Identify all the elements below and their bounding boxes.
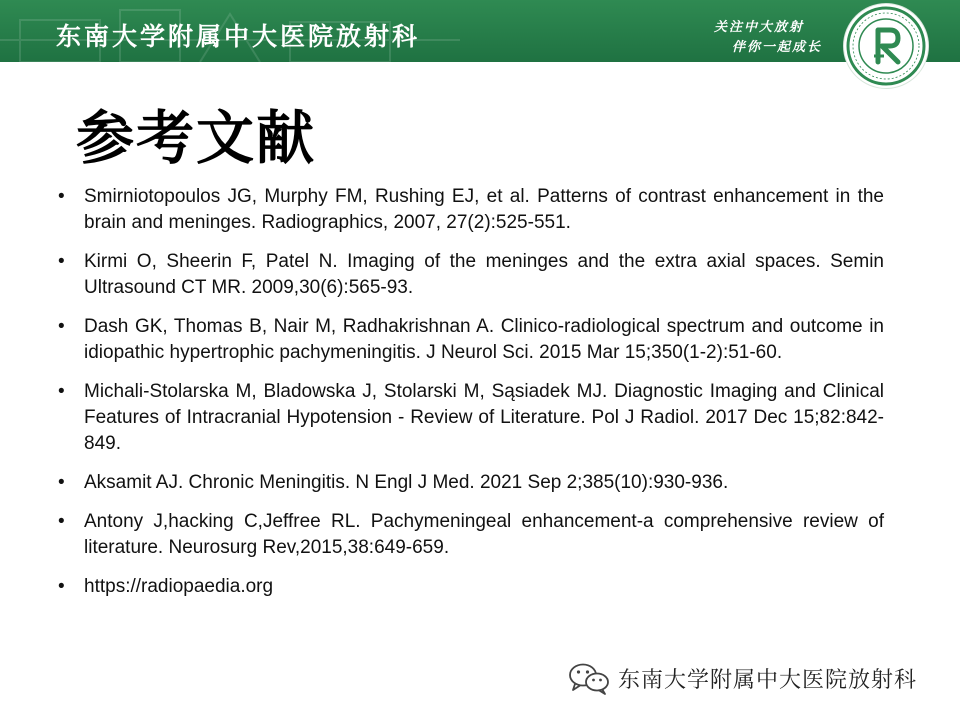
bullet: • bbox=[58, 186, 65, 207]
reference-text: Michali-Stolarska M, Bladowska J, Stolarski M, Sąsiadek MJ. Diagnostic Imaging and Clinical Features of Intracranial Hypotension - Review of Literature. Pol J Radiol. 2017 Dec 15;82:842-849. bbox=[84, 381, 884, 454]
reference-text: Kirmi O, Sheerin F, Patel N. Imaging of the meninges and the extra axial spaces. Semin Ultrasound CT MR. 2009,30(6):565-93. bbox=[84, 251, 884, 298]
reference-item bbox=[58, 249, 884, 301]
page-title: 参考文献 bbox=[76, 104, 317, 172]
reference-text: Aksamit AJ. Chronic Meningitis. N Engl J Med. 2021 Sep 2;385(10):930-936. bbox=[84, 472, 729, 493]
header-slogan-line1: 关注中大放射 bbox=[714, 20, 805, 35]
bullet: • bbox=[58, 576, 65, 597]
reference-item bbox=[58, 509, 884, 561]
logo-icon bbox=[844, 4, 928, 88]
reference-item bbox=[58, 379, 884, 457]
wechat-icon bbox=[566, 660, 612, 696]
bullet: • bbox=[58, 381, 65, 402]
reference-list bbox=[58, 184, 884, 613]
bullet: • bbox=[58, 472, 65, 493]
reference-text: Dash GK, Thomas B, Nair M, Radhakrishnan A. Clinico-radiological spectrum and outcome in idiopathic hypertrophic pachymeningitis. J Neurol Sci. 2015 Mar 15;350(1-2):51-60. bbox=[84, 316, 884, 363]
reference-text: Antony J,hacking C,Jeffree RL. Pachymeningeal enhancement-a comprehensive review of literature. Neurosurg Rev,2015,38:649-659. bbox=[84, 511, 884, 558]
header-slogan-line2: 伴你一起成长 bbox=[732, 40, 823, 55]
reference-link[interactable]: https://radiopaedia.org bbox=[84, 576, 274, 597]
reference-text: Smirniotopoulos JG, Murphy FM, Rushing EJ, et al. Patterns of contrast enhancement in the brain and meninges. Radiographics, 2007, 27(2):525-551. bbox=[84, 186, 884, 233]
bullet: • bbox=[58, 511, 65, 532]
reference-item bbox=[58, 184, 884, 236]
hospital-radiology-logo bbox=[844, 4, 928, 88]
footer-watermark bbox=[566, 660, 917, 696]
header-band bbox=[0, 0, 960, 62]
bullet: • bbox=[58, 251, 65, 272]
reference-item bbox=[58, 470, 884, 496]
footer-text: 东南大学附属中大医院放射科 bbox=[618, 667, 918, 693]
bullet: • bbox=[58, 316, 65, 337]
reference-item bbox=[58, 314, 884, 366]
reference-item bbox=[58, 574, 884, 600]
header-title: 东南大学附属中大医院放射科 bbox=[56, 22, 421, 51]
